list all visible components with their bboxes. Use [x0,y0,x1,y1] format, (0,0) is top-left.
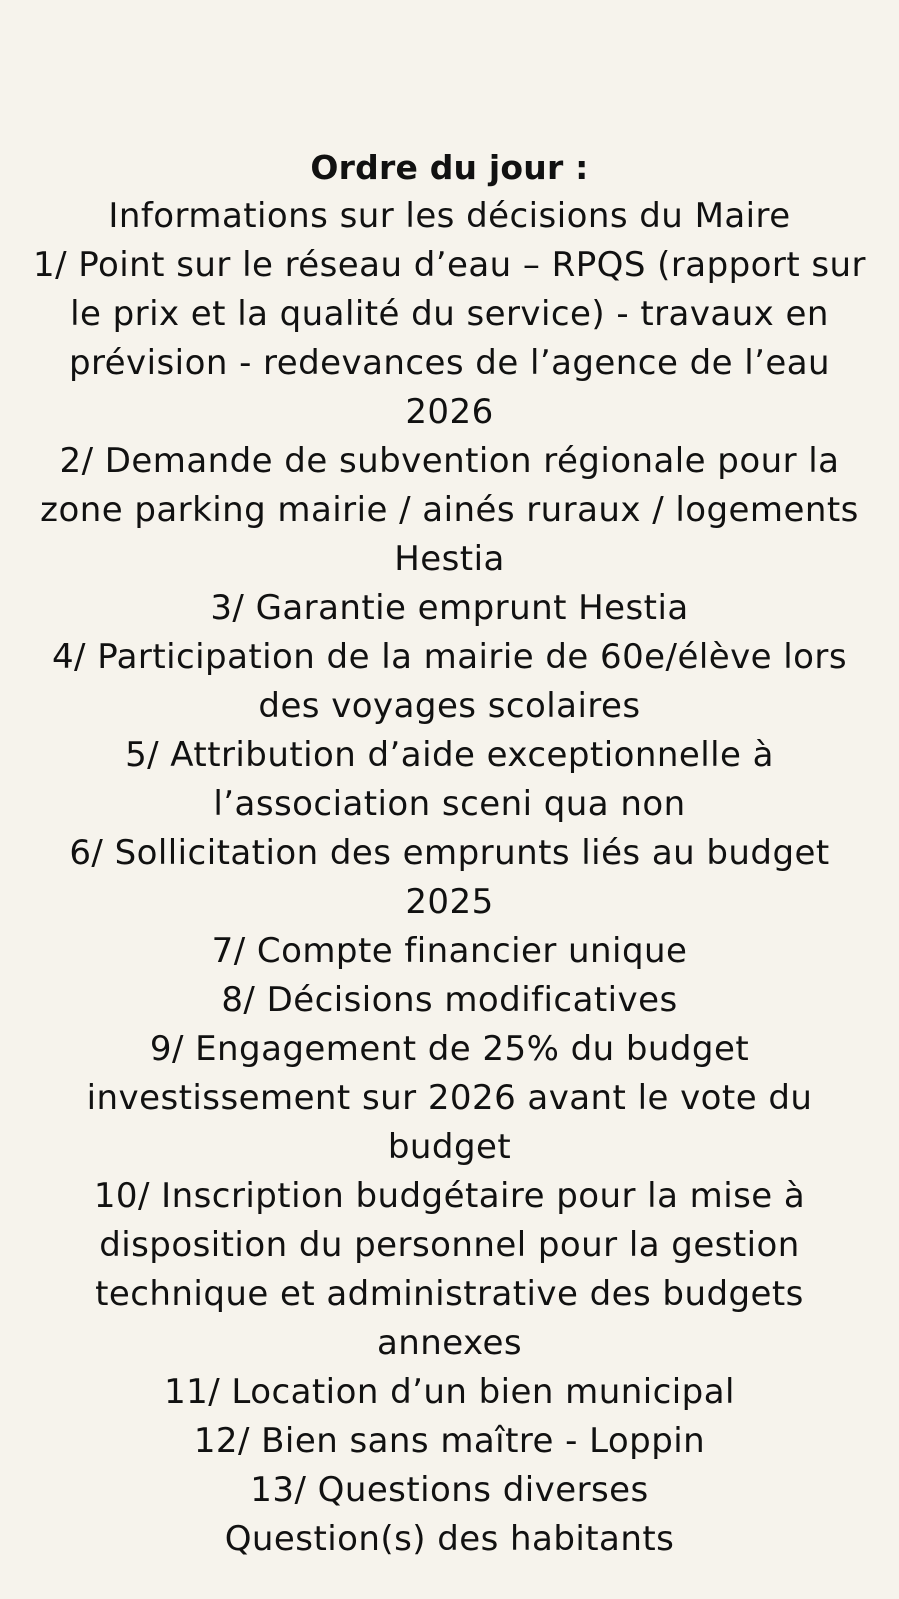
agenda-line: 10/ Inscription budgétaire pour la mise à [93,1176,806,1216]
agenda-line: 5/ Attribution d’aide exceptionnelle à [125,735,774,775]
agenda-line: 13/ Questions diverses [250,1470,649,1510]
agenda-line: 11/ Location d’un bien municipal [164,1372,735,1412]
agenda-title: Ordre du jour : [310,148,589,187]
agenda-line: Informations sur les décisions du Maire [108,196,791,236]
agenda-block [0,143,899,1564]
agenda-line: 4/ Participation de la mairie de 60e/élève lors [51,637,848,677]
agenda-line: 7/ Compte financier unique [211,931,688,971]
agenda-line: 2/ Demande de subvention régionale pour la [59,441,840,481]
agenda-line: prévision - redevances de l’agence de l’eau [68,343,831,383]
agenda-line: investissement sur 2026 avant le vote du [86,1078,813,1118]
agenda-line: 8/ Décisions modificatives [221,980,678,1020]
agenda-line: 6/ Sollicitation des emprunts liés au budget [69,833,830,873]
agenda-line: disposition du personnel pour la gestion [99,1225,800,1265]
agenda-line: Hestia [394,539,505,579]
agenda-line: le prix et la qualité du service) - travaux en [70,294,829,334]
agenda-line: 12/ Bien sans maître - Loppin [193,1421,706,1461]
agenda-line: budget [387,1127,512,1167]
agenda-line: 2026 [405,392,494,432]
agenda-line: technique et administrative des budgets [95,1274,804,1314]
agenda-line: zone parking mairie / ainés ruraux / logements [40,490,859,530]
agenda-line: 2025 [405,882,494,922]
agenda-line: Question(s) des habitants [224,1519,675,1559]
agenda-line: l’association sceni qua non [213,784,686,824]
agenda-line: 9/ Engagement de 25% du budget [149,1029,750,1069]
agenda-line: 1/ Point sur le réseau d’eau – RPQS (rapport sur [33,245,866,285]
agenda-line: des voyages scolaires [258,686,641,726]
agenda-line: 3/ Garantie emprunt Hestia [210,588,689,628]
agenda-line: annexes [376,1323,523,1363]
